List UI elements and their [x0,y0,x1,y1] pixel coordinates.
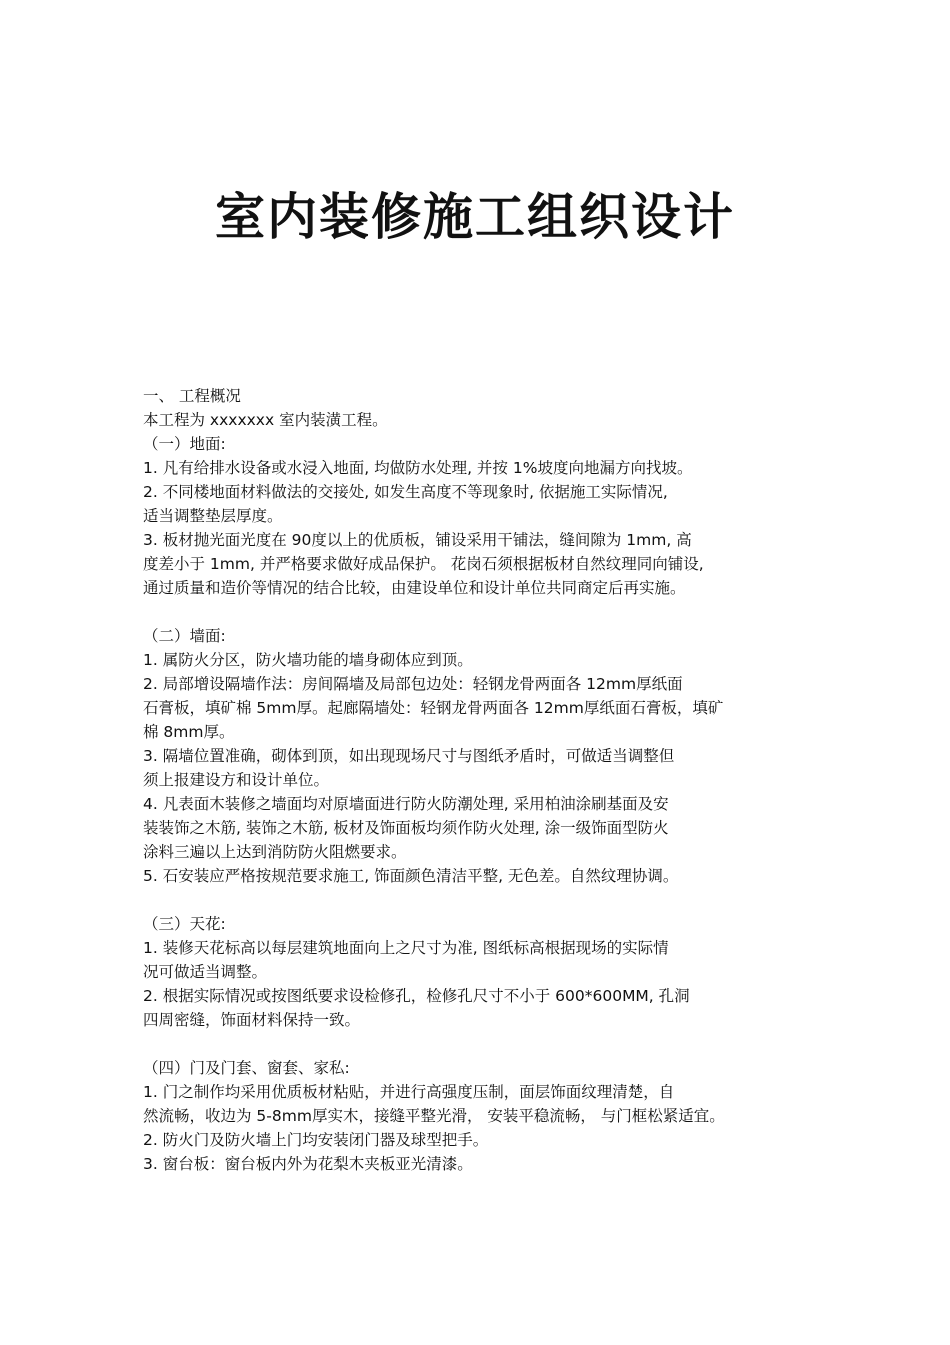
body-line: 度差小于 1mm, 并严格要求做好成品保护。 花岗石须根据板材自然纹理同向铺设, [143,555,704,573]
paragraph-gap [143,600,805,624]
body-line: 本工程为 xxxxxxx 室内装潢工程。 [143,411,388,429]
body-line: 3. 板材抛光面光度在 90度以上的优质板，铺设采用干铺法，缝间隙为 1mm, 高 [143,531,692,549]
body-line: 2. 防火门及防火墙上门均安装闭门器及球型把手。 [143,1131,489,1149]
body-line: 3. 窗台板：窗台板内外为花梨木夹板亚光清漆。 [143,1155,473,1173]
body-line: 四周密缝，饰面材料保持一致。 [143,1011,361,1029]
subsection-heading-doors: （四）门及门套、窗套、家私: [143,1059,350,1077]
document-title: 室内装修施工组织设计 [215,187,735,246]
body-line: 2. 不同楼地面材料做法的交接处, 如发生高度不等现象时, 依据施工实际情况, [143,483,668,501]
body-line: 装装饰之木筋, 装饰之木筋, 板材及饰面板均须作防火处理, 涂一级饰面型防火 [143,819,669,837]
body-line: 棉 8mm厚。 [143,723,235,741]
body-line: 2. 根据实际情况或按图纸要求设检修孔，检修孔尺寸不小于 600*600MM, 孔洞 [143,987,690,1005]
body-line: 石膏板，填矿棉 5mm厚。起廊隔墙处：轻钢龙骨两面各 12mm厚纸面石膏板，填矿 [143,699,724,717]
subsection-heading-floor: （一）地面: [143,435,226,453]
body-line: 通过质量和造价等情况的结合比较，由建设单位和设计单位共同商定后再实施。 [143,579,686,597]
body-line: 3. 隔墙位置准确，砌体到顶，如出现现场尺寸与图纸矛盾时，可做适当调整但 [143,747,675,765]
subsection-heading-wall: （二）墙面: [143,627,226,645]
paragraph-gap [143,888,805,912]
paragraph-gap [143,1032,805,1056]
body-line: 适当调整垫层厚度。 [143,507,283,525]
body-line: 1. 属防火分区，防火墙功能的墙身砌体应到顶。 [143,651,473,669]
body-line: 2. 局部增设隔墙作法：房间隔墙及局部包边处：轻钢龙骨两面各 12mm厚纸面 [143,675,683,693]
body-line: 1. 装修天花标高以每层建筑地面向上之尺寸为准, 图纸标高根据现场的实际情 [143,939,669,957]
subsection-heading-ceiling: （三）天花: [143,915,226,933]
body-line: 1. 门之制作均采用优质板材粘贴，并进行高强度压制，面层饰面纹理清楚，自 [143,1083,675,1101]
document-body [143,384,805,1176]
body-line: 1. 凡有给排水设备或水浸入地面, 均做防水处理, 并按 1%坡度向地漏方向找坡。 [143,459,693,477]
body-line: 4. 凡表面木装修之墙面均对原墙面进行防火防潮处理, 采用柏油涂刷基面及安 [143,795,669,813]
body-line: 然流畅，收边为 5-8mm厚实木，接缝平整光滑， 安装平稳流畅， 与门框松紧适宜。 [143,1107,725,1125]
body-line: 况可做适当调整。 [143,963,268,981]
body-line: 须上报建设方和设计单位。 [143,771,330,789]
section-heading-overview: 一、 工程概况 [143,387,241,405]
body-line: 5. 石安装应严格按规范要求施工, 饰面颜色清洁平整, 无色差。自然纹理协调。 [143,867,679,885]
body-line: 涂料三遍以上达到消防防火阻燃要求。 [143,843,407,861]
